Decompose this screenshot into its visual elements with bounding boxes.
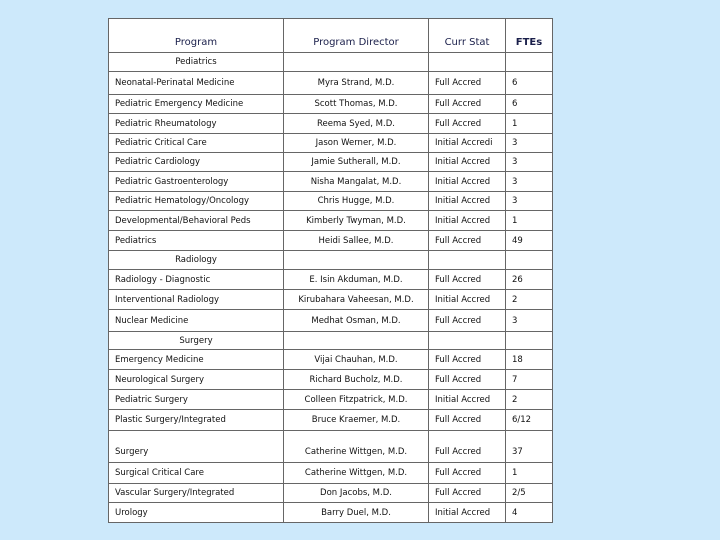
status-cell: Full Accred <box>429 95 506 114</box>
status-cell: Initial Accred <box>429 390 506 410</box>
program-cell: Nuclear Medicine <box>109 310 284 332</box>
empty-cell <box>284 251 429 270</box>
empty-cell <box>506 332 553 350</box>
ftes-cell: 2/5 <box>506 484 553 503</box>
table-row <box>109 350 553 370</box>
program-cell: Plastic Surgery/Integrated <box>109 410 284 431</box>
status-cell: Initial Accred <box>429 192 506 211</box>
section-row <box>109 251 553 270</box>
ftes-cell: 3 <box>506 153 553 172</box>
table-row <box>109 503 553 523</box>
status-cell: Full Accred <box>429 270 506 290</box>
program-cell: Interventional Radiology <box>109 290 284 310</box>
header-row <box>109 19 553 53</box>
ftes-cell: 18 <box>506 350 553 370</box>
director-cell: Kimberly Twyman, M.D. <box>284 211 429 231</box>
header-program: Program <box>109 19 284 53</box>
director-cell: Chris Hugge, M.D. <box>284 192 429 211</box>
table-row <box>109 134 553 153</box>
director-cell: Jason Werner, M.D. <box>284 134 429 153</box>
status-cell: Initial Accred <box>429 172 506 192</box>
program-cell: Pediatric Critical Care <box>109 134 284 153</box>
ftes-cell: 26 <box>506 270 553 290</box>
ftes-cell: 37 <box>506 431 553 463</box>
table-row <box>109 410 553 431</box>
table-row <box>109 370 553 390</box>
table-row <box>109 270 553 290</box>
section-label: Radiology <box>109 251 284 270</box>
table-row <box>109 463 553 484</box>
program-cell: Urology <box>109 503 284 523</box>
empty-cell <box>429 251 506 270</box>
status-cell: Initial Accredi <box>429 134 506 153</box>
table-row <box>109 172 553 192</box>
ftes-cell: 3 <box>506 134 553 153</box>
status-cell: Full Accred <box>429 350 506 370</box>
ftes-cell: 1 <box>506 211 553 231</box>
program-cell: Neurological Surgery <box>109 370 284 390</box>
section-label: Pediatrics <box>109 53 284 72</box>
director-cell: Catherine Wittgen, M.D. <box>284 431 429 463</box>
table-row <box>109 192 553 211</box>
director-cell: Heidi Sallee, M.D. <box>284 231 429 251</box>
table-row <box>109 95 553 114</box>
empty-cell <box>506 53 553 72</box>
director-cell: Scott Thomas, M.D. <box>284 95 429 114</box>
director-cell: Barry Duel, M.D. <box>284 503 429 523</box>
ftes-cell: 7 <box>506 370 553 390</box>
empty-cell <box>284 332 429 350</box>
program-cell: Pediatric Hematology/Oncology <box>109 192 284 211</box>
header-status: Curr Stat <box>429 19 506 53</box>
ftes-cell: 3 <box>506 172 553 192</box>
program-cell: Surgical Critical Care <box>109 463 284 484</box>
status-cell: Initial Accred <box>429 290 506 310</box>
table-row <box>109 310 553 332</box>
director-cell: Colleen Fitzpatrick, M.D. <box>284 390 429 410</box>
table-row <box>109 114 553 134</box>
status-cell: Full Accred <box>429 114 506 134</box>
program-cell: Pediatric Surgery <box>109 390 284 410</box>
director-cell: Medhat Osman, M.D. <box>284 310 429 332</box>
header-director: Program Director <box>284 19 429 53</box>
empty-cell <box>429 332 506 350</box>
status-cell: Full Accred <box>429 431 506 463</box>
program-cell: Pediatric Emergency Medicine <box>109 95 284 114</box>
program-cell: Emergency Medicine <box>109 350 284 370</box>
ftes-cell: 6/12 <box>506 410 553 431</box>
program-cell: Neonatal-Perinatal Medicine <box>109 72 284 95</box>
table-row <box>109 484 553 503</box>
program-cell: Developmental/Behavioral Peds <box>109 211 284 231</box>
program-cell: Radiology - Diagnostic <box>109 270 284 290</box>
table-row <box>109 390 553 410</box>
status-cell: Initial Accred <box>429 211 506 231</box>
status-cell: Full Accred <box>429 410 506 431</box>
section-row <box>109 53 553 72</box>
program-cell: Pediatrics <box>109 231 284 251</box>
ftes-cell: 6 <box>506 72 553 95</box>
ftes-cell: 3 <box>506 310 553 332</box>
status-cell: Full Accred <box>429 370 506 390</box>
status-cell: Full Accred <box>429 231 506 251</box>
ftes-cell: 2 <box>506 290 553 310</box>
director-cell: Nisha Mangalat, M.D. <box>284 172 429 192</box>
director-cell: Don Jacobs, M.D. <box>284 484 429 503</box>
empty-cell <box>284 53 429 72</box>
status-cell: Full Accred <box>429 72 506 95</box>
table-row <box>109 231 553 251</box>
header-ftes: FTEs <box>506 19 553 53</box>
table-row <box>109 211 553 231</box>
ftes-cell: 4 <box>506 503 553 523</box>
empty-cell <box>429 53 506 72</box>
ftes-cell: 2 <box>506 390 553 410</box>
section-row <box>109 332 553 350</box>
director-cell: Bruce Kraemer, M.D. <box>284 410 429 431</box>
table-row <box>109 431 553 463</box>
program-cell: Vascular Surgery/Integrated <box>109 484 284 503</box>
director-cell: Reema Syed, M.D. <box>284 114 429 134</box>
status-cell: Full Accred <box>429 310 506 332</box>
director-cell: Kirubahara Vaheesan, M.D. <box>284 290 429 310</box>
status-cell: Full Accred <box>429 463 506 484</box>
ftes-cell: 1 <box>506 463 553 484</box>
director-cell: Myra Strand, M.D. <box>284 72 429 95</box>
program-cell: Pediatric Cardiology <box>109 153 284 172</box>
ftes-cell: 49 <box>506 231 553 251</box>
status-cell: Initial Accred <box>429 503 506 523</box>
programs-table <box>108 18 553 523</box>
program-cell: Surgery <box>109 431 284 463</box>
director-cell: Jamie Sutherall, M.D. <box>284 153 429 172</box>
status-cell: Initial Accred <box>429 153 506 172</box>
director-cell: Richard Bucholz, M.D. <box>284 370 429 390</box>
program-cell: Pediatric Gastroenterology <box>109 172 284 192</box>
table-row <box>109 290 553 310</box>
empty-cell <box>506 251 553 270</box>
director-cell: Catherine Wittgen, M.D. <box>284 463 429 484</box>
ftes-cell: 6 <box>506 95 553 114</box>
program-cell: Pediatric Rheumatology <box>109 114 284 134</box>
director-cell: E. Isin Akduman, M.D. <box>284 270 429 290</box>
ftes-cell: 1 <box>506 114 553 134</box>
director-cell: Vijai Chauhan, M.D. <box>284 350 429 370</box>
ftes-cell: 3 <box>506 192 553 211</box>
section-label: Surgery <box>109 332 284 350</box>
table-row <box>109 72 553 95</box>
table-row <box>109 153 553 172</box>
status-cell: Full Accred <box>429 484 506 503</box>
